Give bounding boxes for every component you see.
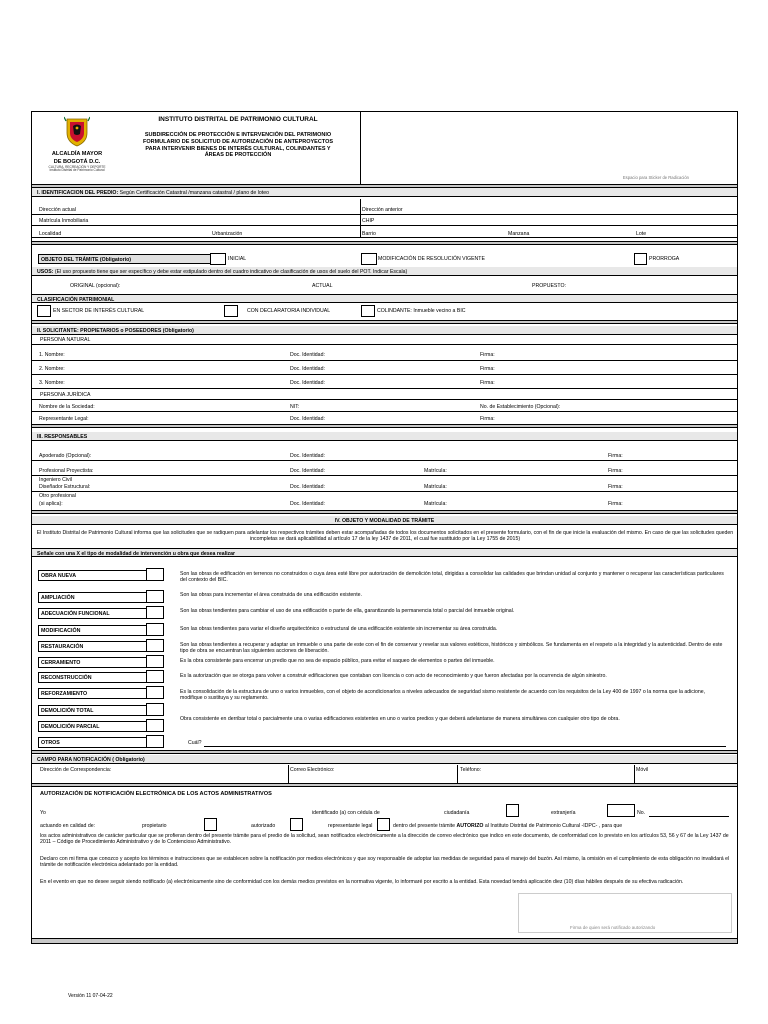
telefono-field[interactable]: Teléfono: (460, 767, 482, 773)
logo-line-1: ALCALDÍA MAYOR (51, 151, 103, 158)
subtitle-line: ÁREAS DE PROTECCIÓN (204, 152, 272, 159)
en-sector-label: EN SECTOR DE INTERÉS CULTURAL (53, 308, 145, 314)
section-4-header (32, 516, 737, 525)
modalidad-demolicion-parcial: DEMOLICIÓN PARCIAL (38, 721, 161, 732)
sticker-area (361, 112, 737, 185)
otros-checkbox[interactable] (146, 735, 164, 748)
reforzamiento-desc: Es la consolidación de la estructura de uno o varios inmuebles, con el objeto de acondicionarlos a niveles adecuados de seguridad sismo resistente de acuerdo con los requisitos de la Ley 400 de 1997 o la norma que la adicione, modifique o sustituya y su reglamento. (180, 689, 706, 702)
section-2-title: II. SOLICITANTE: PROPIETARIOS o POSEEDORES (Obligatorio) (37, 328, 194, 334)
restauracion-desc: Son las obras tendientes a recuperar y adaptar un inmueble o una parte de este con el fin de conservar y revelar sus valores estéticos, históricos y simbólicos. Se fundamenta en el respeto a la integridad y la autenticidad. Dentro de este tipo de obra se encuentran las siguientes acciones de liberación. (180, 642, 723, 655)
divider (32, 424, 737, 428)
nombre-sociedad-field[interactable]: Nombre de la Sociedad: (39, 404, 95, 410)
clasificacion-header (32, 294, 737, 303)
otro-profesional-label: Otro profesional (39, 493, 76, 499)
divider (32, 750, 737, 754)
otro-aplica-field[interactable]: (si aplica): (39, 501, 63, 507)
urbanizacion-field[interactable]: Urbanización (212, 231, 243, 237)
disenador-doc-field[interactable]: Doc. Identidad: (290, 484, 325, 490)
prof-doc-field[interactable]: Doc. Identidad: (290, 468, 325, 474)
persona-natural-label: PERSONA NATURAL (40, 337, 91, 343)
prorroga-checkbox[interactable] (634, 253, 647, 265)
modificacion-obra-checkbox[interactable] (146, 623, 164, 636)
subtitle-line: PARA INTERVENIR BIENES DE INTERÉS CULTURAL, COLINDANTES Y (145, 145, 331, 152)
propietario-label: propietario (142, 823, 167, 829)
firma-1-field[interactable]: Firma: (480, 352, 495, 358)
reconstruccion-desc: Es la autorización que se otorga para volver a construir edificaciones que contaban con licencia o con acto de reconocimiento y que fueron afectadas por la ocurrencia de algún siniestro. (180, 673, 607, 679)
form-title (118, 116, 358, 159)
rep-doc-field[interactable]: Doc. Identidad: (290, 416, 325, 422)
modalidad-reforzamiento: REFORZAMIENTO (38, 688, 161, 699)
autorizado-label: autorizado (251, 823, 276, 829)
disenador-matricula-field[interactable]: Matrícula: (424, 484, 447, 490)
firma-3-field[interactable]: Firma: (480, 380, 495, 386)
ampliacion-desc: Son las obras para incrementar el área construida de una edificación existente. (180, 592, 362, 598)
apoderado-firma-field[interactable]: Firma: (608, 453, 623, 459)
reconstruccion-checkbox[interactable] (146, 670, 164, 683)
usos-note: (El uso propuesto tiene que ser específico y debe estar estipulado dentro del cuadro indicativo de clasificación de usos del suelo del POT. Indicar Escala) (53, 269, 408, 275)
cerramiento-checkbox[interactable] (146, 655, 164, 668)
section-3-header (32, 432, 737, 441)
divider (32, 237, 737, 238)
otro-doc-field[interactable]: Doc. Identidad: (290, 501, 325, 507)
clasificacion-title: CLASIFICACIÓN PATRIMONIAL (37, 297, 115, 303)
uso-propuesto-field[interactable]: PROPUESTO: (532, 283, 566, 289)
identificado-label: identificado (a) con cédula de (312, 810, 380, 816)
demolicion-parcial-checkbox[interactable] (146, 719, 164, 732)
otro-matricula-field[interactable]: Matrícula: (424, 501, 447, 507)
section-1-header (32, 188, 737, 197)
representante-checkbox[interactable] (377, 818, 390, 831)
apoderado-field[interactable]: Apoderado (Opcional): (39, 453, 92, 459)
direccion-actual-field[interactable]: Dirección actual (39, 207, 76, 213)
rep-legal-field[interactable]: Representante Legal: (39, 416, 89, 422)
bogota-coat-of-arms-icon (64, 116, 90, 147)
divider (32, 344, 737, 345)
doc-1-field[interactable]: Doc. Identidad: (290, 352, 325, 358)
rep-firma-field[interactable]: Firma: (480, 416, 495, 422)
section-4-intro: El Instituto Distrital de Patrimonio Cultural informa que las solicitudes que se radiquen para adelantar los respectivos trámites deben estar acompañadas de todos los documentos solicitados en el presente formulario, con el fin de que inicie la evaluación del mismo. En caso de que las solicitudes queden incompletas se dará aplicabilidad al artículo 17 de la ley 1437 de 2011, el cual fue sustituido por la Ley 1755 de 2015) (36, 530, 734, 543)
disenador-firma-field[interactable]: Firma: (608, 484, 623, 490)
modalidad-reconstruccion: RECONSTRUCCIÓN (38, 672, 161, 683)
correo-field[interactable]: Correo Electrónico: (290, 767, 335, 773)
divider (32, 241, 737, 245)
demolicion-total-checkbox[interactable] (146, 703, 164, 716)
alcaldia-logo (38, 116, 116, 182)
divider (32, 938, 737, 944)
logo-line-4: Instituto Distrital de Patrimonio Cultural (49, 168, 105, 173)
disenador-field[interactable]: Diseñador Estructural: (39, 484, 91, 490)
divider (32, 460, 737, 461)
yo-label: Yo (40, 810, 46, 816)
colindante-label: COLINDANTE: Inmueble vecino a BIC (377, 308, 466, 314)
ciudadania-label: ciudadanía (444, 810, 470, 816)
matricula-field[interactable]: Matrícula Inmobiliaria (39, 218, 89, 224)
divider (32, 374, 737, 375)
signature-label: Firma de quien será notificado autorizando (570, 925, 656, 930)
restauracion-checkbox[interactable] (146, 639, 164, 652)
autorizacion-paragraph-3: En el evento en que no desee seguir siendo notificado (a) electrónicamente sino de conformidad con los demás medios previstos en la normativa vigente, lo informaré por escrito a la entidad. Esta novedad tendrá aplicación diez (10) días hábiles después de su efectiva radicación. (40, 879, 684, 885)
nombre-1-field[interactable]: 1. Nombre: (39, 352, 65, 358)
modificacion-label: MODIFICACIÓN DE RESOLUCIÓN VIGENTE (378, 256, 485, 262)
section-1-note: Según Certificación Catastral /manzana catastral / plano de loteo (118, 190, 269, 196)
divider (32, 214, 737, 215)
modalidad-ampliacion: AMPLIACIÓN (38, 592, 161, 603)
divider (32, 360, 737, 361)
nit-field[interactable]: NIT: (290, 404, 300, 410)
modalidad-restauracion: RESTAURACIÓN (38, 641, 161, 652)
section-3-title: III. RESPONSABLES (37, 434, 88, 440)
usos-title: USOS: (37, 269, 54, 275)
extranjeria-label: extranjería (551, 810, 576, 816)
version-label: Versión 11 07-04-22 (68, 993, 113, 999)
demolicion-desc: Obra consistente en derribar total o parcialmente una o varias edificaciones existentes en uno o varios predios y que deberá adelantarse de manera simultánea con cualquier otro tipo de obra. (180, 716, 620, 722)
divider (32, 225, 737, 226)
modalidad-obra-nueva: OBRA NUEVA (38, 570, 161, 581)
autorizacion-paragraph-1: los actos administrativos de carácter particular que se profieran dentro del presente trámite para el predio de la solicitud, sean notificados electrónicamente a la dirección de correo electrónico que indico en este documento, de conformidad con lo previsto en los artículos 53, 56 y 67 de la Ley 1437 de 2011 – Código de Procedimiento Administrativo y de lo Contencioso Administrativo. (40, 833, 729, 846)
propietario-checkbox[interactable] (204, 818, 217, 831)
localidad-field[interactable]: Localidad (39, 231, 62, 237)
divider (204, 746, 726, 747)
divider (32, 475, 737, 476)
numero-label: No. (637, 810, 646, 816)
con-declaratoria-checkbox[interactable] (224, 305, 238, 317)
obra-nueva-desc: Son las obras de edificación en terrenos no construidos o cuya área esté libre por autorización de demolición total, dirigidas a consolidar las calidades que brindan unidad al conjunto y mantener o recuperar las características particulares del contexto del BIC. (180, 571, 724, 584)
divider (32, 320, 737, 324)
divider (32, 491, 737, 492)
prof-matricula-field[interactable]: Matrícula: (424, 468, 447, 474)
ampliacion-checkbox[interactable] (146, 590, 164, 603)
autorizacion-paragraph-2: Declaro con mi firma que conozco y acepto los términos e instrucciones que se establecen sobre la notificación por medios electrónicos y que soy responsable de adoptar las medidas de seguridad para el manejo del buzón. Así mismo, la omisión en el cumplimiento de esta obligación no invalidará el trámite de notificación electrónica adelantado por la entidad. (40, 856, 730, 869)
institute-name: INSTITUTO DISTRITAL DE PATRIMONIO CULTURAL (158, 116, 318, 123)
autorizacion-title: AUTORIZACIÓN DE NOTIFICACIÓN ELECTRÓNICA DE LOS ACTOS ADMINISTRATIVOS (40, 791, 272, 797)
form-document (31, 111, 738, 944)
section-2-header (32, 326, 737, 335)
uso-original-field[interactable]: ORIGINAL (opcional): (70, 283, 121, 289)
usos-header (32, 267, 737, 276)
modalidad-adecuacion: ADECUACIÓN FUNCIONAL (38, 608, 161, 619)
divider (360, 199, 361, 238)
prorroga-label: PRORROGA (649, 256, 680, 262)
direccion-correspondencia-field[interactable]: Dirección de Correspondencia: (40, 767, 112, 773)
sticker-label: Espacio para Sticker de Radicación (622, 174, 689, 180)
section-4-title: IV. OBJETO Y MODALIDAD DE TRÁMITE (334, 518, 435, 524)
manzana-field[interactable]: Manzana (508, 231, 530, 237)
colindante-checkbox[interactable] (361, 305, 375, 317)
modalidad-instruction: Señale con una X el tipo de modalidad de intervención u obra que desea realizar (32, 548, 737, 557)
divider (32, 399, 737, 400)
cerramiento-desc: Es la obra consistente para encerrar un predio que no sea de espacio público, para evitar el saqueo de elementos o partes del inmueble. (180, 658, 495, 664)
divider (32, 388, 737, 389)
otro-firma-field[interactable]: Firma: (608, 501, 623, 507)
extranjeria-checkbox[interactable] (607, 804, 635, 817)
inicial-checkbox[interactable] (210, 253, 226, 265)
logo-line-2: DE BOGOTÁ D.C. (53, 159, 101, 166)
modificacion-checkbox[interactable] (361, 253, 377, 265)
adecuacion-desc: Son las obras tendientes para cambiar el uso de una edificación o parte de ella, garantizando la permanencia total o parcial del inmueble original. (180, 608, 515, 614)
en-sector-checkbox[interactable] (37, 305, 51, 317)
modalidad-otros: OTROS (38, 737, 161, 748)
autorizo-statement: dentro del presente trámite AUTORIZO al Instituto Distrital de Patrimonio Cultural -IDPC- , para que (393, 823, 623, 829)
numero-line[interactable] (649, 816, 729, 817)
otros-cual-field[interactable]: Cuál? (188, 740, 202, 746)
divider (32, 783, 737, 787)
lote-field[interactable]: Lote (636, 231, 647, 237)
con-declaratoria-label: CON DECLARATORIA INDIVIDUAL (247, 308, 331, 314)
barrio-field[interactable]: Barrio (362, 231, 376, 237)
doc-3-field[interactable]: Doc. Identidad: (290, 380, 325, 386)
nombre-3-field[interactable]: 3. Nombre: (39, 380, 65, 386)
inicial-label: INICIAL (228, 256, 247, 262)
form-header (32, 112, 361, 185)
reforzamiento-checkbox[interactable] (146, 686, 164, 699)
ingeniero-label: Ingeniero Civil (39, 477, 72, 483)
modalidad-modificacion: MODIFICACIÓN (38, 625, 161, 636)
modificacion-desc: Son las obras tendientes para variar el diseño arquitectónico o estructural de una edificación existente sin incrementar su área construida. (180, 626, 498, 632)
chip-field[interactable]: CHIP (362, 218, 375, 224)
section-1-title: I. IDENTIFICACION DEL PREDIO: (37, 190, 119, 196)
divider (457, 765, 458, 784)
adecuacion-checkbox[interactable] (146, 606, 164, 619)
doc-2-field[interactable]: Doc. Identidad: (290, 366, 325, 372)
subtitle-line: FORMULARIO DE SOLICITUD DE AUTORIZACIÓN DE ANTEPROYECTOS (142, 138, 334, 145)
direccion-anterior-field[interactable]: Dirección anterior (362, 207, 403, 213)
modalidad-demolicion-total: DEMOLICIÓN TOTAL (38, 705, 161, 716)
actuando-label: actuando en calidad de: (40, 823, 96, 829)
subtitle-line: SUBDIRECCIÓN DE PROTECCIÓN E INTERVENCIÓN DEL PATRIMONIO (144, 131, 332, 138)
persona-juridica-label: PERSONA JURÍDICA (40, 392, 91, 398)
logo-line-3: CULTURA, RECREACIÓN Y DEPORTE (48, 164, 106, 169)
divider (288, 765, 289, 784)
objeto-tramite-label: OBJETO DEL TRÁMITE (Obligatorio) (38, 254, 225, 264)
prof-proyectista-field[interactable]: Profesional Proyectista: (39, 468, 94, 474)
uso-actual-field[interactable]: ACTUAL (312, 283, 333, 289)
modalidad-cerramiento: CERRAMIENTO (38, 657, 161, 668)
representante-label: representante legal (328, 823, 373, 829)
notificacion-header: CAMPO PARA NOTIFICACIÓN ( Obligatorio) (32, 755, 737, 764)
nombre-2-field[interactable]: 2. Nombre: (39, 366, 65, 372)
divider (634, 765, 635, 784)
prof-firma-field[interactable]: Firma: (608, 468, 623, 474)
divider (32, 411, 737, 412)
divider (32, 510, 737, 514)
no-establecimiento-field[interactable]: No. de Establecimiento (Opcional): (480, 404, 561, 410)
obra-nueva-checkbox[interactable] (146, 568, 164, 581)
ciudadania-checkbox[interactable] (506, 804, 519, 817)
autorizado-checkbox[interactable] (290, 818, 303, 831)
apoderado-doc-field[interactable]: Doc. Identidad: (290, 453, 325, 459)
firma-2-field[interactable]: Firma: (480, 366, 495, 372)
movil-field[interactable]: Móvil (636, 767, 649, 773)
